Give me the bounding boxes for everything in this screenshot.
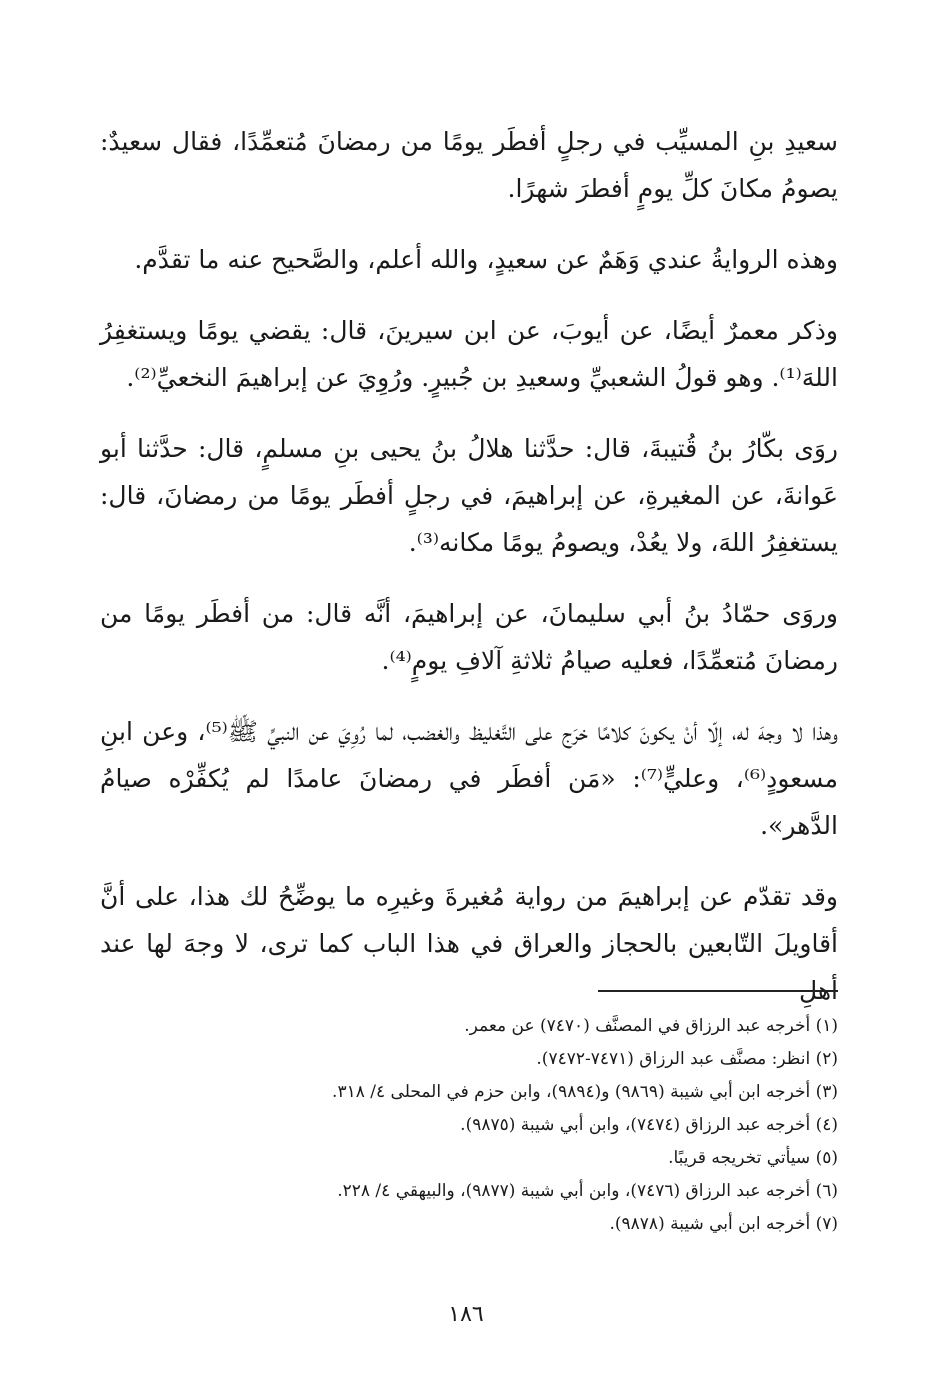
- footnote-4: (٤) أخرجه عبد الرزاق (٧٤٧٤)، وابن أبي شيبة (٩٨٧٥).: [460, 1115, 838, 1135]
- paragraph-5: وروَى حمّادُ بنُ أبي سليمانَ، عن إبراهيمَ، أنَّه قال: من أفطَر يومًا من رمضانَ مُتعمِّدًا، فعليه صيامُ ثلاثةِ آلافِ يومٍ⁽⁴⁾.: [100, 599, 838, 675]
- paragraph-7: وقد تقدّم عن إبراهيمَ من رواية مُغيرةَ وغيرِه ما يوضِّحُ لك هذا، على أنَّ أقاويلَ التّابعين بالحجاز والعراق في هذا الباب كما ترى، لا وجهَ لها عند أهلِ: [100, 882, 838, 1005]
- page-number: ١٨٦: [448, 1302, 484, 1327]
- paragraph-4: روَى بكّارُ بنُ قُتيبةَ، قال: حدَّثنا هلالُ بنُ يحيى بنِ مسلمٍ، قال: حدَّثنا أبو عَوانةَ، عن المغيرةِ، عن إبراهيمَ، في رجلٍ أفطَر يومًا من رمضانَ، قال: يستغفِرُ اللهَ، ولا يعُدْ، ويصومُ يومًا مكانه⁽³⁾.: [100, 434, 838, 557]
- footnote-1: (١) أخرجه عبد الرزاق في المصنَّف (٧٤٧٠) عن معمر.: [464, 1016, 838, 1036]
- footnote-6: (٦) أخرجه عبد الرزاق (٧٤٧٦)، وابن أبي شيبة (٩٨٧٧)، والبيهقي ٤/ ٢٢٨.: [337, 1181, 838, 1201]
- footnote-7: (٧) أخرجه ابن أبي شيبة (٩٨٧٨).: [609, 1214, 838, 1234]
- paragraph-1: سعيدِ بنِ المسيِّب في رجلٍ أفطَر يومًا من رمضانَ مُتعمِّدًا، فقال سعيدٌ: يصومُ مكانَ كلِّ يومٍ أفطرَ شهرًا.: [100, 127, 838, 203]
- paragraph-3: وذكر معمرٌ أيضًا، عن أيوبَ، عن ابن سيرينَ، قال: يقضي يومًا ويستغفِرُ اللهَ⁽¹⁾. وهو قولُ الشعبيِّ وسعيدِ بن جُبيرٍ. ورُوِيَ عن إبراهيمَ النخعيِّ⁽²⁾.: [100, 316, 838, 392]
- paragraph-6: وهذا لا وجهَ له، إلّا أنْ يكونَ كلامًا خرَج على التَّغليظ والغضب، لما رُوِيَ عن النبيِّ ﷺ⁽⁵⁾، وعن ابنِ مسعودٍ⁽⁶⁾، وعليٍّ⁽⁷⁾: «مَن أفطَر في رمضانَ عامدًا لم يُكفِّرْه صيامُ الدَّهر».: [100, 717, 838, 840]
- footnote-5: (٥) سيأتي تخريجه قريبًا.: [668, 1148, 838, 1168]
- footnote-divider: [598, 990, 838, 992]
- main-text-body: [100, 118, 838, 1038]
- paragraph-2: وهذه الروايةُ عندي وَهَمٌ عن سعيدٍ، والله أعلم، والصَّحيح عنه ما تقدَّم.: [134, 245, 838, 274]
- footnote-2: (٢) انظر: مصنَّف عبد الرزاق (٧٤٧١-٧٤٧٢).: [536, 1049, 838, 1069]
- footnote-3: (٣) أخرجه ابن أبي شيبة (٩٨٦٩) و(٩٨٩٤)، وابن حزم في المحلى ٤/ ٣١٨.: [332, 1082, 838, 1102]
- footnotes: [100, 1010, 838, 1241]
